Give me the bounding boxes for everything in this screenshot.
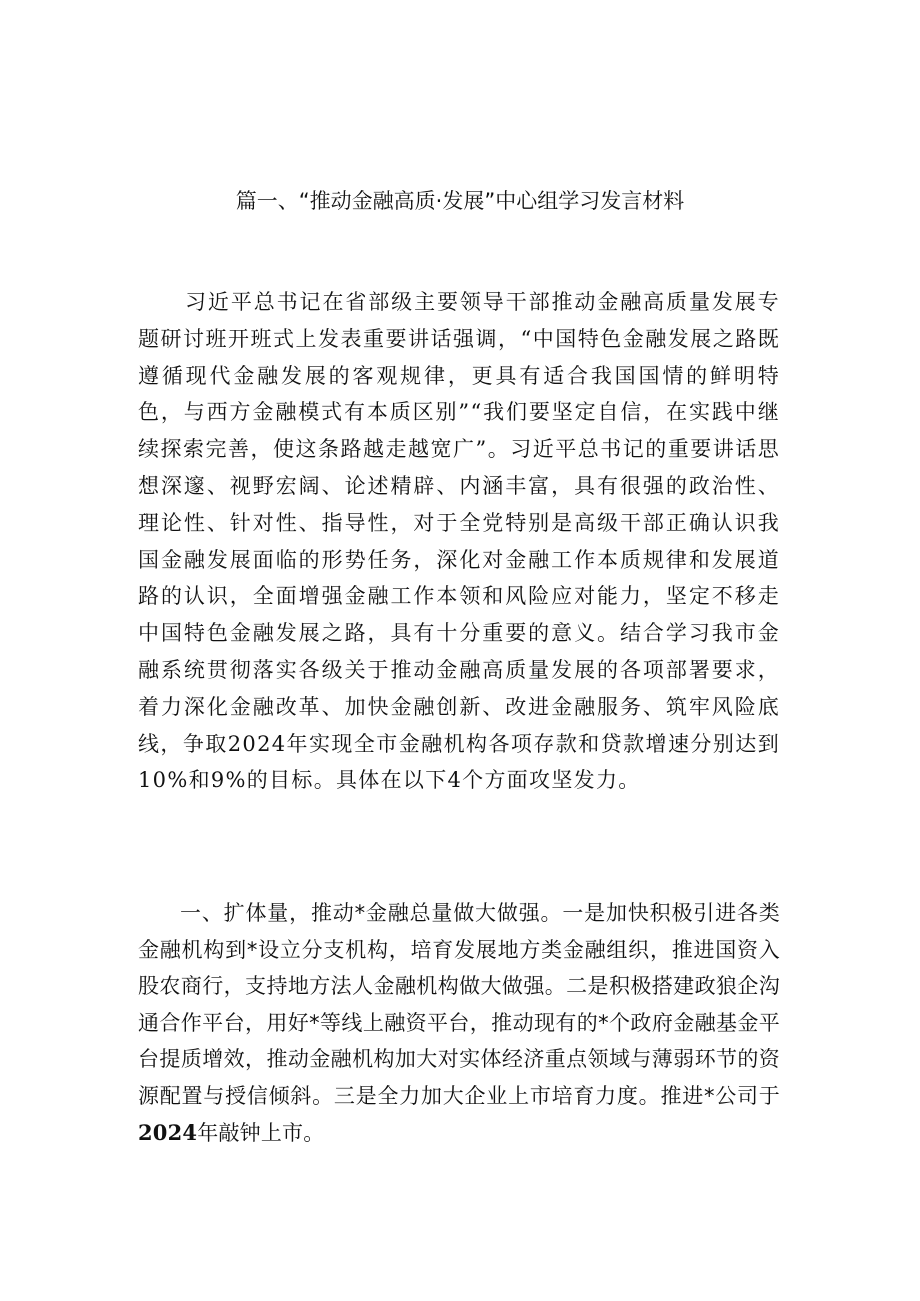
paragraph-section-one-tail: 年敲钟上市。: [197, 1120, 325, 1145]
paragraph-intro: 习近平总书记在省部级主要领导干部推动金融高质量发展专题研讨班开班式上发表重要讲话强调，“中国特色金融发展之路既遵循现代金融发展的客观规律，更具有适合我国国情的鲜明特色，与西方金融模式有本质区别”“我们要坚定自信，在实践中继续探索完善，使这条路越走越宽广”。习近平总书记的重要讲话思想深邃、视野宏阔、论述精辟、内涵丰富，具有很强的政治性、理论性、针对性、指导性，对于全党特别是高级干部正确认识我国金融发展面临的形势任务，深化对金融工作本质规律和发展道路的认识，全面增强金融工作本领和风险应对能力，坚定不移走中国特色金融发展之路，具有十分重要的意义。结合学习我市金融系统贯彻落实各级关于推动金融高质量发展的各项部署要求，着力深化金融改革、加快金融创新、改进金融服务、筑牢风险底线，争取2024年实现全市金融机构各项存款和贷款增速分别达到10%和9%的目标。具体在以下4个方面攻坚发力。: [138, 290, 780, 793]
paragraph-section-one-body: 一、扩体量，推动*金融总量做大做强。一是加快积极引进各类金融机构到*设立分支机构，培育发展地方类金融组织，推进国资入股农商行，支持地方法人金融机构做大做强。二是积极搭建政狼企沟通合作平台，用好*等线上融资平台，推动现有的*个政府金融基金平台提质增效，推动金融机构加大对实体经济重点领域与薄弱环节的资源配置与授信倾斜。三是全力加大企业上市培育力度。推进*公司于: [138, 901, 780, 1108]
document-title: 篇一、“推动金融高质·发展”中心组学习发言材料: [235, 189, 685, 213]
paragraph-section-one-year: 2024: [138, 1119, 198, 1145]
paragraph-section-one: [138, 895, 780, 1151]
